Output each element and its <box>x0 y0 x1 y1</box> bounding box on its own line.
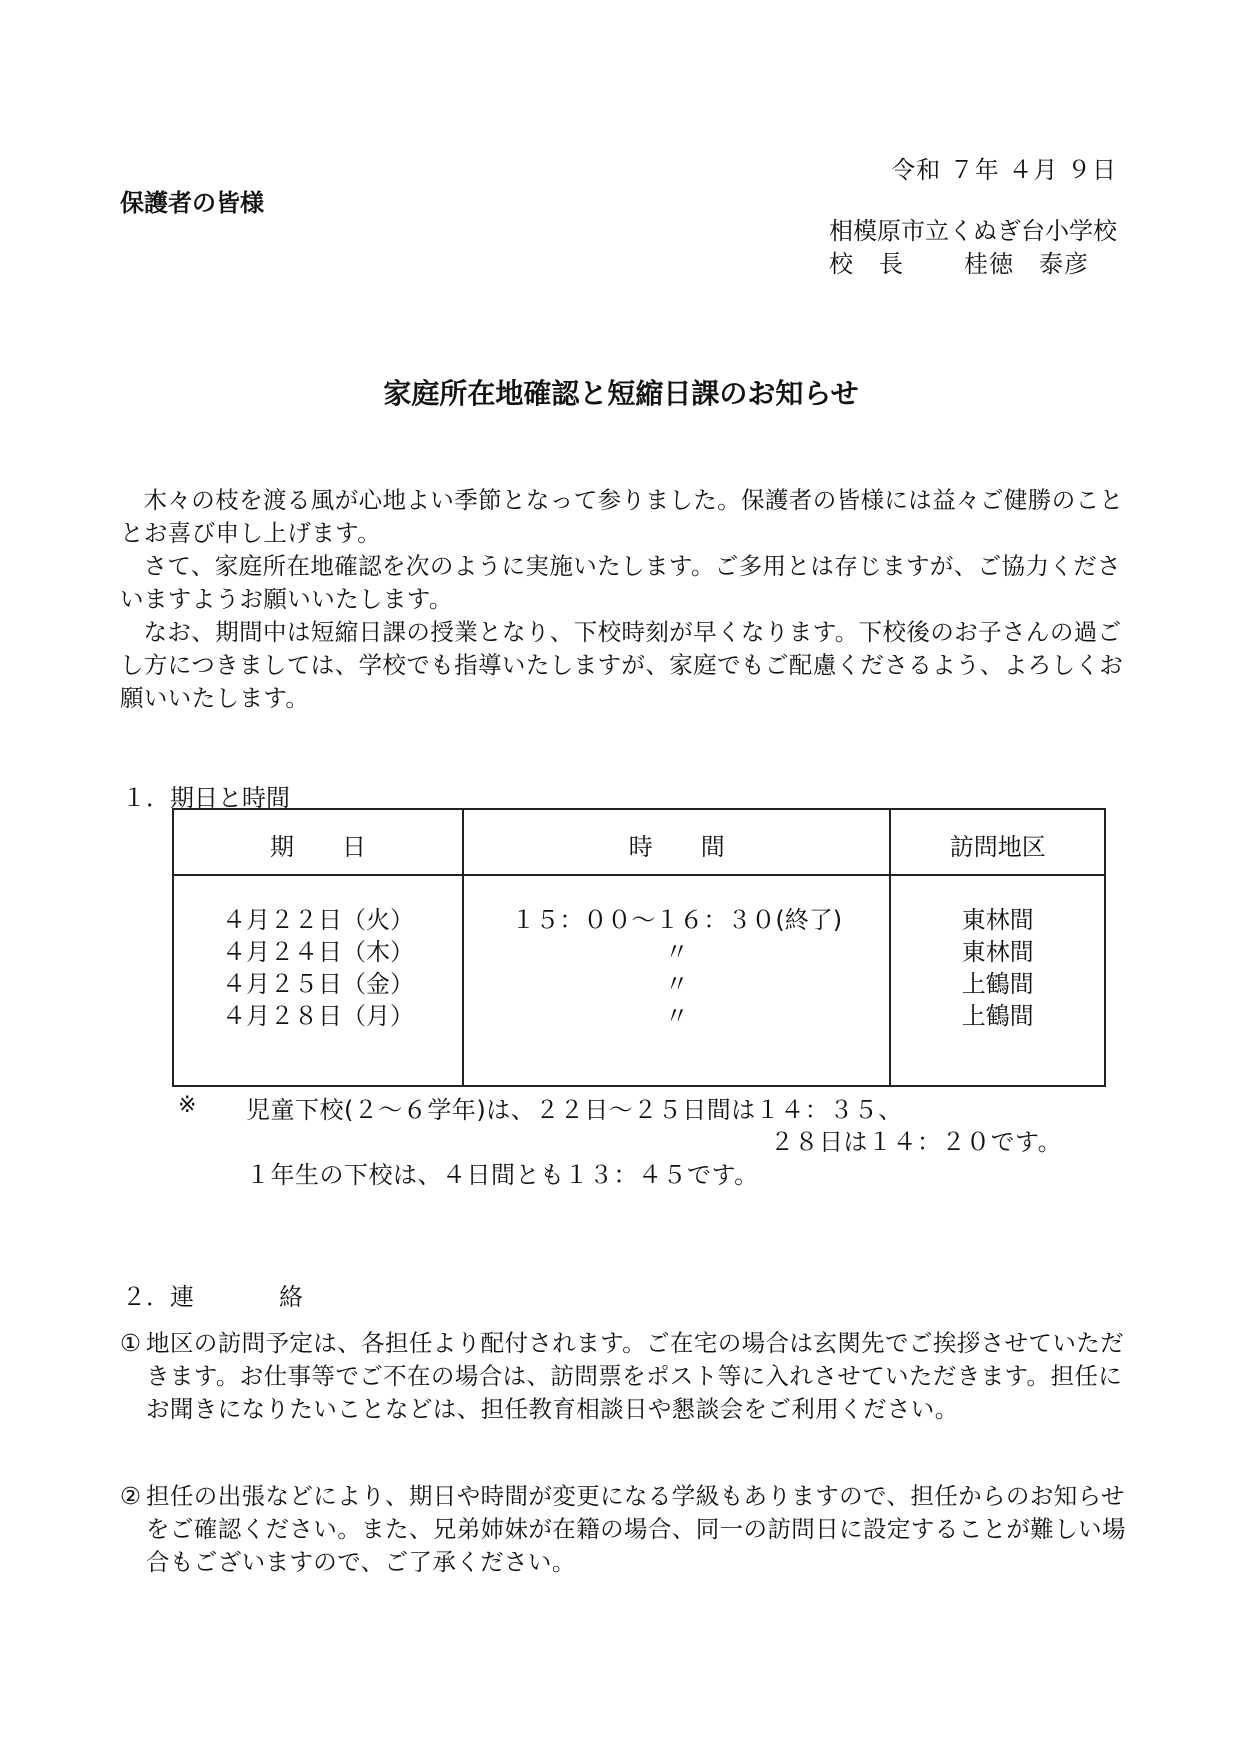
page-title: 家庭所在地確認と短縮日課のお知らせ <box>383 377 859 410</box>
section2-heading-a: ２．連 <box>122 1283 194 1311</box>
body-paragraph: さて、家庭所在地確認を次のように実施いたします。ご多用とは存じますが、ご協力くださいますようお願いいたします。 <box>120 552 1122 613</box>
table-body-row <box>173 875 1105 1086</box>
header-date: 期 日 <box>173 809 463 875</box>
sender-school: 相模原市立くぬぎ台小学校 <box>829 217 1117 245</box>
row-time: 〃 <box>664 938 689 966</box>
section2-heading-b: 絡 <box>279 1283 303 1311</box>
contact-item <box>120 1327 1130 1426</box>
sender-principal <box>829 248 1117 281</box>
item-number: ① <box>120 1329 142 1357</box>
header-time: 時 間 <box>463 809 890 875</box>
body-paragraph: なお、期間中は短縮日課の授業となり、下校時刻が早くなります。下校後のお子さんの過ごし方につきましては、学校でも指導いたしますが、家庭でもご配慮くださるよう、よろしくお願いいたします。 <box>120 618 1124 712</box>
row-area: 上鶴間 <box>961 970 1034 998</box>
sender-block <box>829 215 1117 281</box>
note-mark: ※ <box>178 1093 197 1118</box>
row-area: 東林間 <box>961 906 1034 934</box>
row-time: 〃 <box>664 1002 689 1030</box>
body-text <box>120 484 1125 715</box>
schedule-table <box>172 808 1106 1087</box>
sender-title: 校 長 <box>829 250 904 278</box>
sender-name: 桂徳 泰彦 <box>964 250 1089 278</box>
time-cell <box>463 875 890 1086</box>
section1-heading: １．期日と時間 <box>122 784 290 812</box>
row-date: ４月２４日（木） <box>222 938 414 966</box>
item-number: ② <box>120 1482 142 1510</box>
body-paragraph: 木々の枝を渡る風が心地よい季節となって参りました。保護者の皆様には益々ご健勝のこととお喜び申し上げます。 <box>120 486 1124 547</box>
document-date: 令和 ７年 ４月 ９日 <box>891 156 1117 184</box>
row-date: ４月２２日（火） <box>222 906 414 934</box>
contact-item <box>120 1480 1130 1579</box>
item-text: 地区の訪問予定は、各担任より配付されます。ご在宅の場合は玄関先でご挨拶させていただきます。お仕事等でご不在の場合は、訪問票をポスト等に入れさせていただきます。担任にお聞きになりたいことなどは、担任教育相談日や懇談会をご利用ください。 <box>146 1329 1125 1423</box>
header-area: 訪問地区 <box>890 809 1105 875</box>
note-line: ２８日は１４：２０です。 <box>770 1128 1063 1156</box>
row-date: ４月２５日（金） <box>222 970 414 998</box>
date-cell <box>173 875 463 1086</box>
note-line: 児童下校(２～６学年)は、２２日～２５日間は１４：３５、 <box>246 1096 903 1124</box>
section2-heading <box>122 1277 303 1312</box>
recipient: 保護者の皆様 <box>120 189 264 217</box>
table-header-row <box>173 809 1105 875</box>
row-area: 東林間 <box>961 938 1034 966</box>
note-line: １年生の下校は、４日間とも１３：４５です。 <box>246 1161 759 1189</box>
item-text: 担任の出張などにより、期日や時間が変更になる学級もありますので、担任からのお知らせをご確認ください。また、兄弟姉妹が在籍の場合、同一の訪問日に設定することが難しい場合もございますので、ご了承ください。 <box>146 1482 1126 1576</box>
row-date: ４月２８日（月） <box>222 1002 414 1030</box>
row-time: １５：００～１６：３０(終了) <box>511 906 843 934</box>
row-time: 〃 <box>664 970 689 998</box>
area-cell <box>890 875 1105 1086</box>
row-area: 上鶴間 <box>961 1002 1034 1030</box>
